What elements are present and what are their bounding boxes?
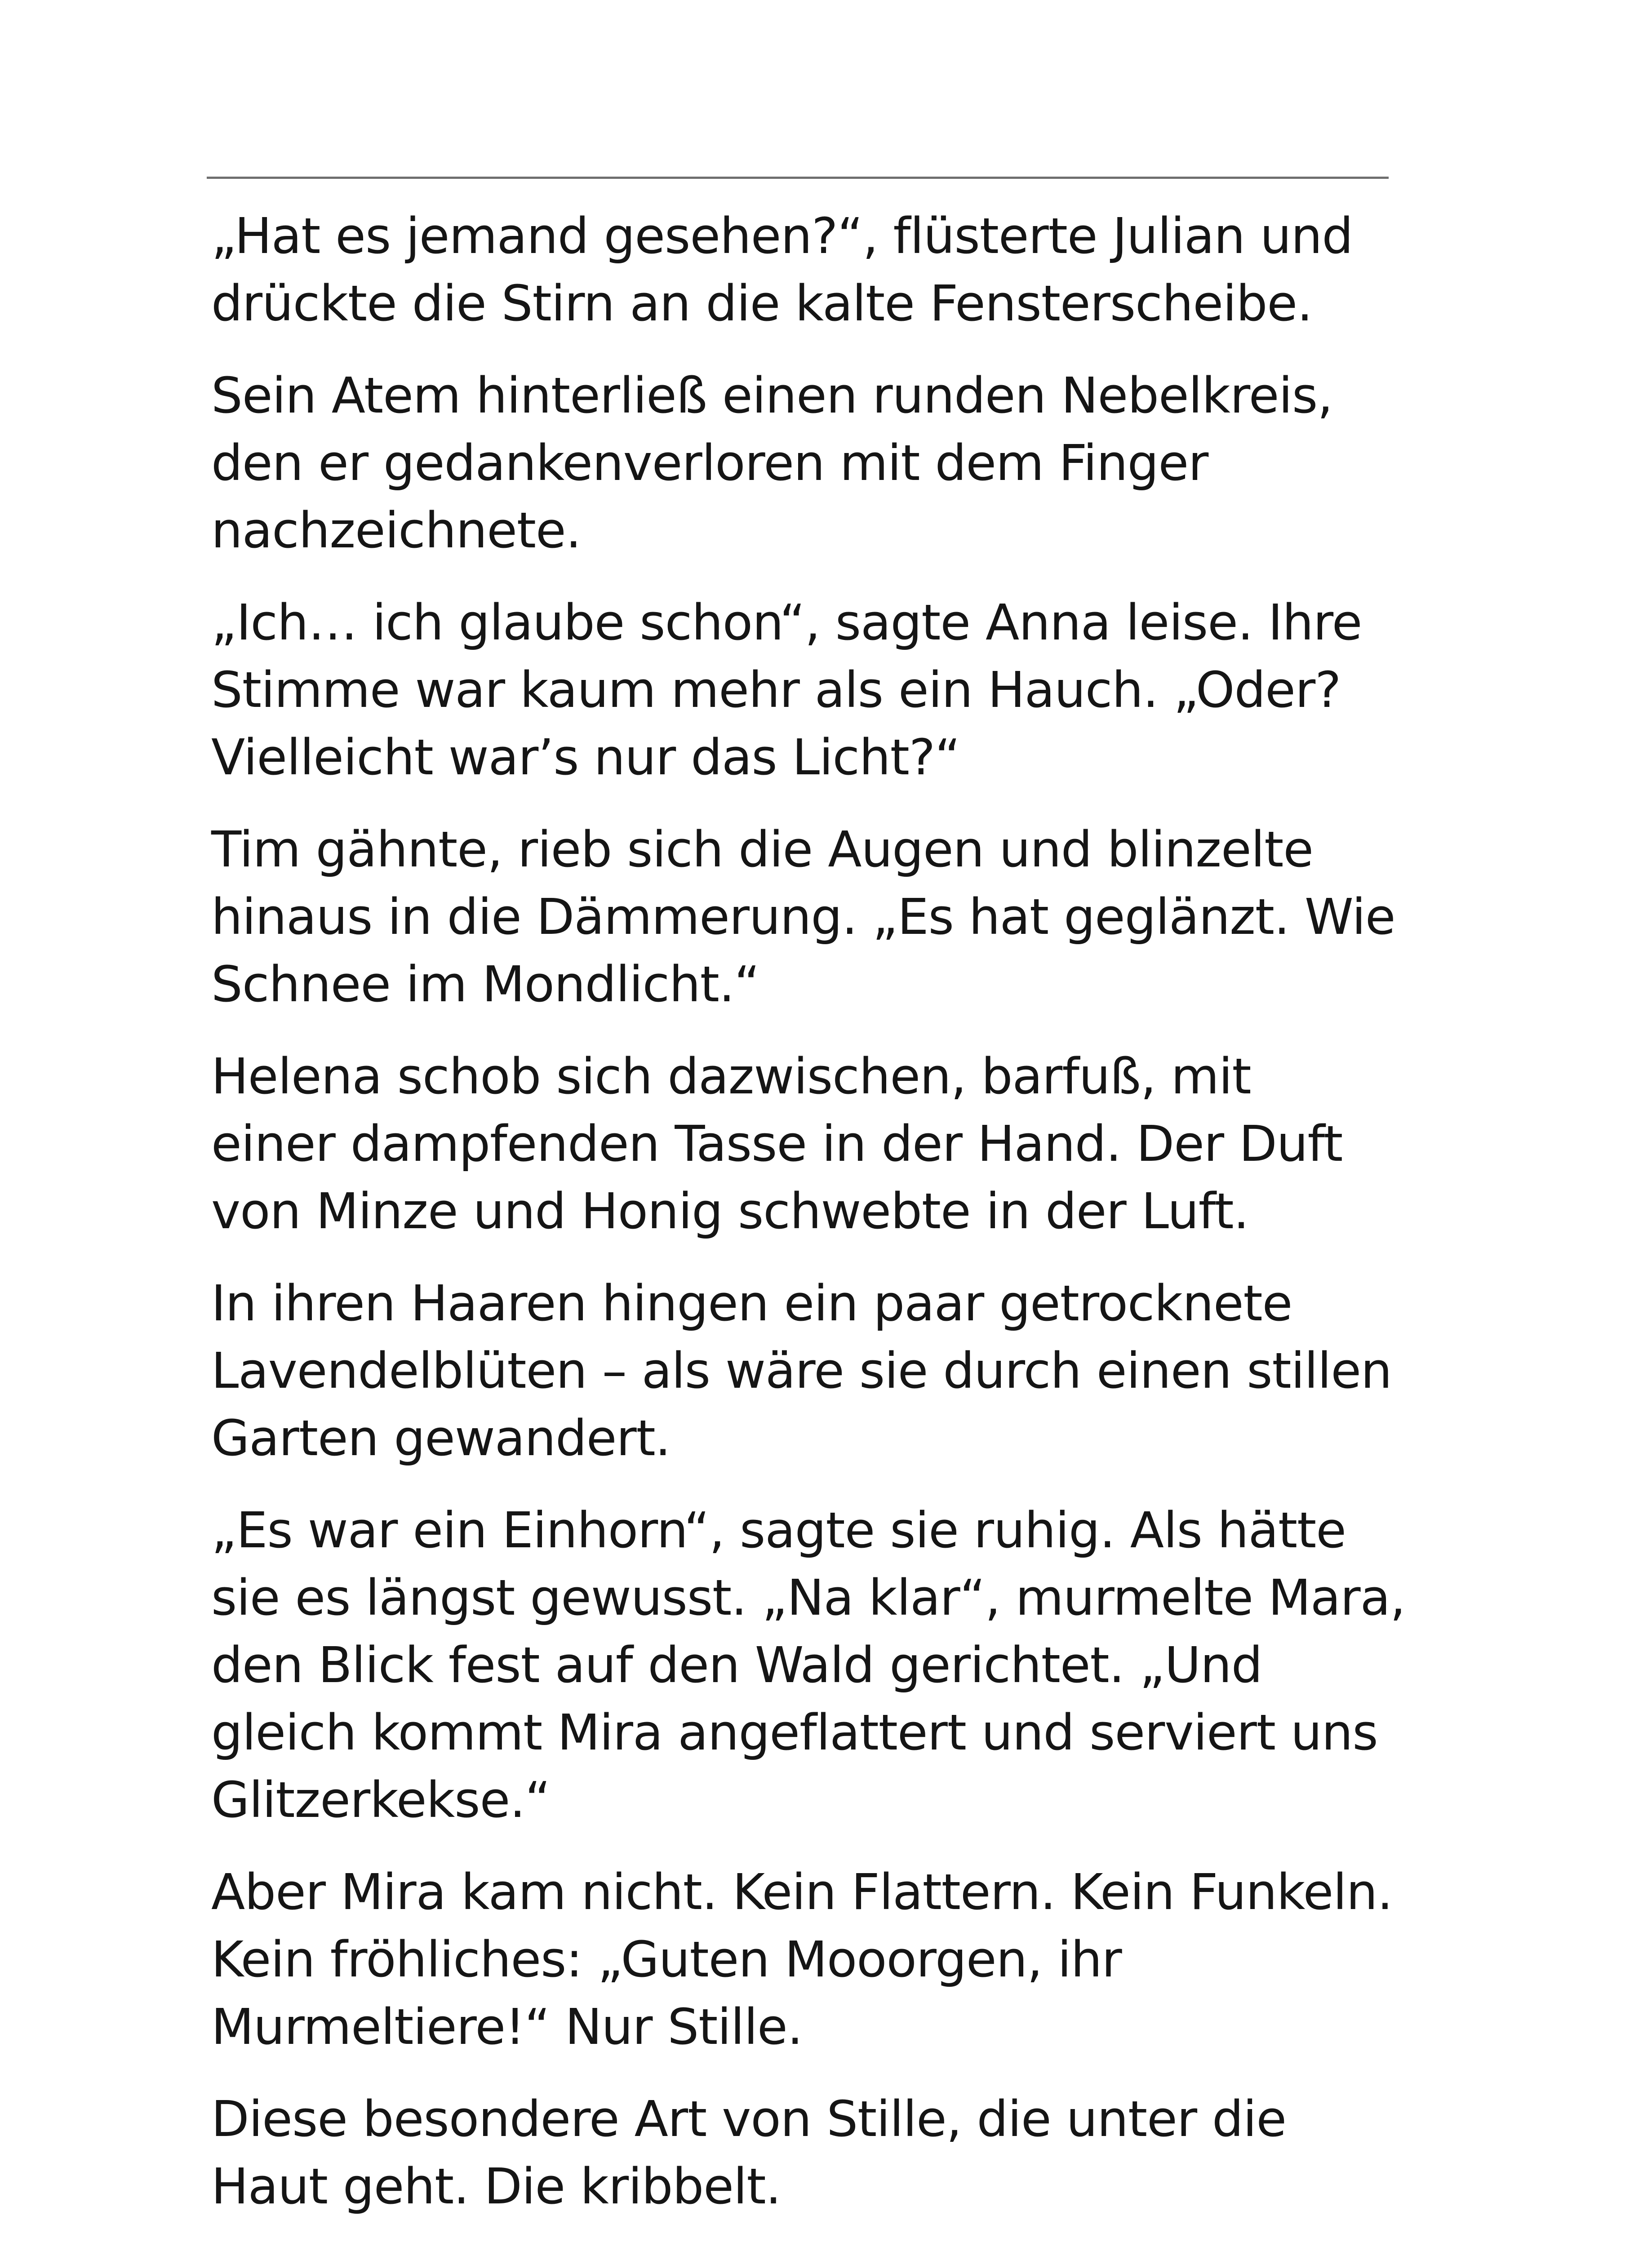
- paragraph: [211, 1270, 1416, 1472]
- text-line: den er gedankenverloren mit dem Finger: [211, 434, 1208, 492]
- paragraph: [211, 1043, 1416, 1245]
- text-line: sie es längst gewusst. „Na klar“, murmelte Mara,: [211, 1569, 1405, 1626]
- paragraph: [211, 1858, 1416, 2060]
- text-line: gleich kommt Mira angeflattert und serviert uns: [211, 1704, 1378, 1761]
- text-line: Schnee im Mondlicht.“: [211, 955, 759, 1013]
- page-body: [211, 202, 1416, 2245]
- text-line: Diese besondere Art von Stille, die unter die: [211, 2090, 1287, 2148]
- paragraph: [211, 362, 1416, 564]
- text-line: Murmeltiere!“ Nur Stille.: [211, 1998, 803, 2056]
- paragraph: [211, 816, 1416, 1018]
- text-line: Tim gähnte, rieb sich die Augen und blinzelte: [211, 821, 1314, 878]
- text-line: Glitzerkekse.“: [211, 1771, 551, 1829]
- text-line: Stimme war kaum mehr als ein Hauch. „Oder?: [211, 661, 1341, 719]
- paragraph: [211, 2085, 1416, 2220]
- text-line: nachzeichnete.: [211, 502, 581, 559]
- text-line: Sein Atem hinterließ einen runden Nebelkreis,: [211, 367, 1333, 424]
- text-line: Aber Mira kam nicht. Kein Flattern. Kein Funkeln.: [211, 1863, 1393, 1921]
- text-line: Vielleicht war’s nur das Licht?“: [211, 728, 960, 786]
- paragraph: [211, 202, 1416, 337]
- text-line: Haut geht. Die kribbelt.: [211, 2158, 781, 2215]
- text-line: hinaus in die Dämmerung. „Es hat geglänzt. Wie: [211, 888, 1395, 946]
- text-line: Garten gewandert.: [211, 1409, 671, 1467]
- text-line: den Blick fest auf den Wald gerichtet. „Und: [211, 1636, 1262, 1694]
- text-line: drückte die Stirn an die kalte Fensterscheibe.: [211, 275, 1313, 332]
- text-line: von Minze und Honig schwebte in der Luft.: [211, 1182, 1249, 1240]
- paragraph: [211, 1497, 1416, 1834]
- paragraph: [211, 589, 1416, 791]
- text-line: Kein fröhliches: „Guten Mooorgen, ihr: [211, 1931, 1122, 1988]
- text-line: In ihren Haaren hingen ein paar getrocknete: [211, 1274, 1292, 1332]
- text-line: Helena schob sich dazwischen, barfuß, mit: [211, 1048, 1251, 1105]
- text-line: „Ich… ich glaube schon“, sagte Anna leise. Ihre: [211, 594, 1362, 651]
- top-divider: [207, 177, 1389, 179]
- text-line: „Hat es jemand gesehen?“, flüsterte Julian und: [211, 207, 1353, 265]
- text-line: „Es war ein Einhorn“, sagte sie ruhig. Als hätte: [211, 1501, 1346, 1559]
- text-line: Lavendelblüten – als wäre sie durch einen stillen: [211, 1342, 1392, 1399]
- text-line: einer dampfenden Tasse in der Hand. Der Duft: [211, 1115, 1343, 1172]
